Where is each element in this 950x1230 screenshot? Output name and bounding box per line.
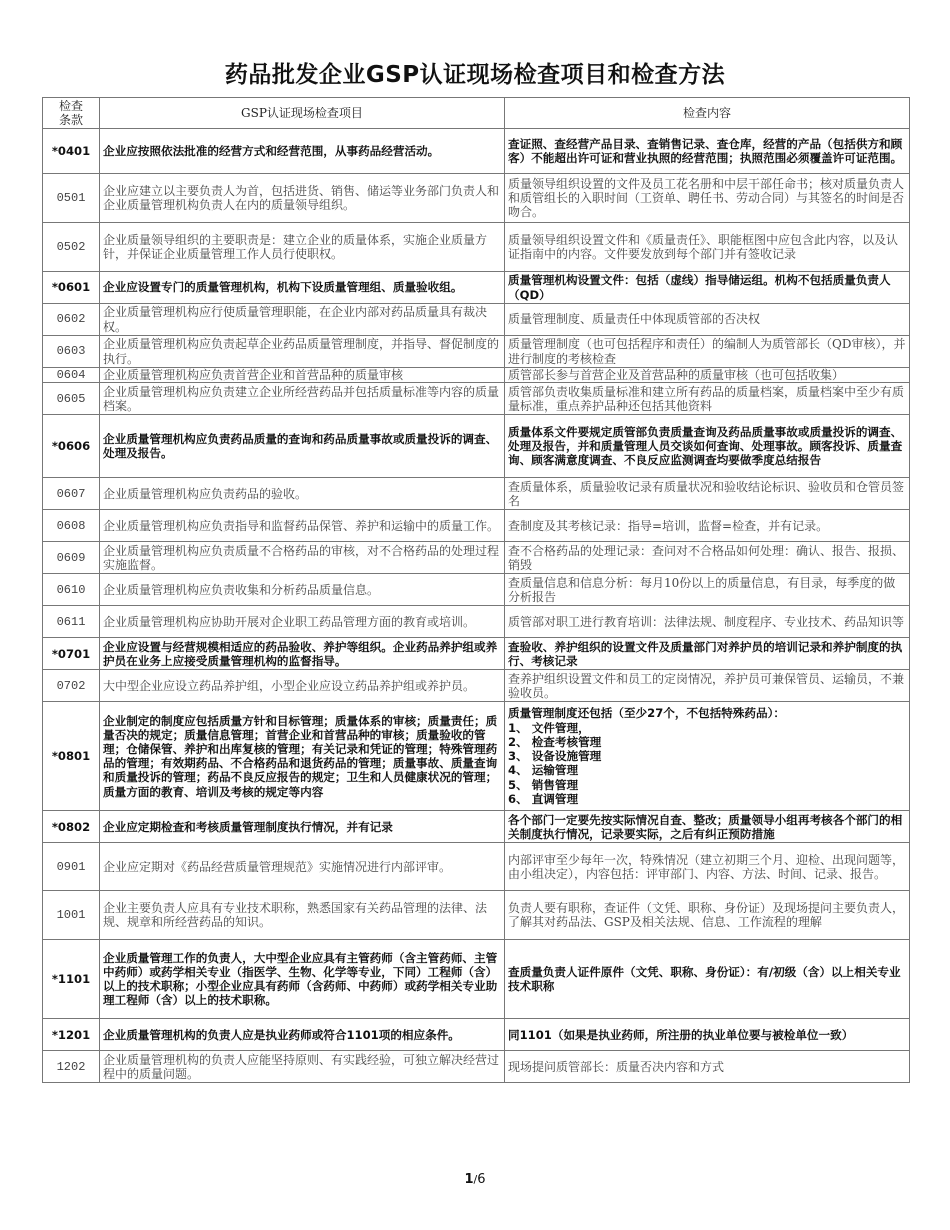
table-row <box>43 891 910 940</box>
row-item: 企业质量管理工作的负责人，大中型企业应具有主管药师（含主管药师、主管中药师）或药学相关专业（指医学、生物、化学等专业，下同）工程师（含）以上的技术职称；小型企业应具有药师（含药师、中药师）或药学相关专业助理工程师（含）以上的技术职称。 <box>100 940 505 1019</box>
row-item: 企业质量管理机构应负责首营企业和首营品种的质量审核 <box>100 368 505 383</box>
row-method: 查不合格药品的处理记录：查问对不合格品如何处理：确认、报告、报损、销毁 <box>505 542 910 574</box>
row-code: *1101 <box>43 940 100 1019</box>
row-method: 质量管理制度还包括（至少27个，不包括特殊药品）： 1、 文件管理， 2、 检查考核管理 3、 设备设施管理 4、 运输管理 5、 销售管理 6、 直调管理 <box>505 702 910 811</box>
row-code: 0501 <box>43 174 100 223</box>
table-row <box>43 638 910 670</box>
row-item: 企业应设置与经营规模相适应的药品验收、养护等组织。企业药品养护组或养护员在业务上应接受质量管理机构的监督指导。 <box>100 638 505 670</box>
page-title: 药品批发企业GSP认证现场检查项目和检查方法 <box>224 62 726 88</box>
row-code: 0605 <box>43 383 100 415</box>
row-item: 企业质量管理机构的负责人应是执业药师或符合1101项的相应条件。 <box>100 1019 505 1051</box>
row-item: 企业质量管理机构应负责建立企业所经营药品并包括质量标准等内容的质量档案。 <box>100 383 505 415</box>
row-method: 查质量信息和信息分析：每月10份以上的质量信息，有目录，每季度的做分析报告 <box>505 574 910 606</box>
row-item: 企业应建立以主要负责人为首，包括进货、销售、储运等业务部门负责人和企业质量管理机构负责人在内的质量领导组织。 <box>100 174 505 223</box>
table-header-row <box>43 98 910 129</box>
row-item: 企业质量管理机构应负责指导和监督药品保管、养护和运输中的质量工作。 <box>100 510 505 542</box>
table-row <box>43 940 910 1019</box>
table-row <box>43 368 910 383</box>
table-row <box>43 574 910 606</box>
row-item: 企业应定期检查和考核质量管理制度执行情况，并有记录 <box>100 811 505 843</box>
table-row <box>43 811 910 843</box>
row-method: 查质量体系，质量验收记录有质量状况和验收结论标识、验收员和仓管员签名 <box>505 478 910 510</box>
row-code: 0901 <box>43 843 100 891</box>
row-method: 质量管理机构设置文件：包括（虚线）指导储运组。机构不包括质量负责人（QD） <box>505 272 910 304</box>
row-item: 企业质量管理机构应负责起草企业药品质量管理制度，并指导、督促制度的执行。 <box>100 336 505 368</box>
row-method: 负责人要有职称，查证件（文凭、职称、身份证）及现场提问主要负责人，了解其对药品法、GSP及相关法规、信息、工作流程的理解 <box>505 891 910 940</box>
row-method: 质量领导组织设置文件和《质量责任》、职能框图中应包含此内容，以及认证指南中的内容。文件要发放到每个部门并有签收记录 <box>505 223 910 272</box>
row-item: 企业应定期对《药品经营质量管理规范》实施情况进行内部评审。 <box>100 843 505 891</box>
row-code: 0611 <box>43 606 100 638</box>
table-row <box>43 415 910 478</box>
row-code: 0610 <box>43 574 100 606</box>
row-item: 企业质量管理机构应负责质量不合格药品的审核，对不合格药品的处理过程实施监督。 <box>100 542 505 574</box>
row-method: 质量管理制度、质量责任中体现质管部的否决权 <box>505 304 910 336</box>
row-code: *0606 <box>43 415 100 478</box>
row-item: 企业应按照依法批准的经营方式和经营范围，从事药品经营活动。 <box>100 129 505 174</box>
header-code: 检查 条款 <box>43 98 100 129</box>
row-item: 企业质量管理机构应负责药品的验收。 <box>100 478 505 510</box>
row-code: 0602 <box>43 304 100 336</box>
row-method: 质量管理制度（也可包括程序和责任）的编制人为质管部长（QD审核），并进行制度的考核检查 <box>505 336 910 368</box>
row-method: 查养护组织设置文件和员工的定岗情况，养护员可兼保管员、运输员，不兼验收员。 <box>505 670 910 702</box>
row-item: 企业质量管理机构应负责药品质量的查询和药品质量事故或质量投诉的调查、处理及报告。 <box>100 415 505 478</box>
row-code: *1201 <box>43 1019 100 1051</box>
row-method: 质量领导组织设置的文件及员工花名册和中层干部任命书；核对质量负责人和质管组长的入职时间（工资单、聘任书、劳动合同）与其签名的时间是否吻合。 <box>505 174 910 223</box>
row-item: 企业质量管理机构应负责收集和分析药品质量信息。 <box>100 574 505 606</box>
row-method: 查证照、查经营产品目录、查销售记录、查仓库，经营的产品（包括供方和顾客）不能超出许可证和营业执照的经营范围；执照范围必须覆盖许可证范围。 <box>505 129 910 174</box>
table-row <box>43 383 910 415</box>
table-row <box>43 542 910 574</box>
table-row <box>43 336 910 368</box>
row-code: *0601 <box>43 272 100 304</box>
row-method: 查验收、养护组织的设置文件及质量部门对养护员的培训记录和养护制度的执行、考核记录 <box>505 638 910 670</box>
row-code: 0607 <box>43 478 100 510</box>
table-row <box>43 1019 910 1051</box>
row-code: 0702 <box>43 670 100 702</box>
table-row <box>43 223 910 272</box>
table-row <box>43 174 910 223</box>
row-code: 0609 <box>43 542 100 574</box>
row-method: 内部评审至少每年一次，特殊情况（建立初期三个月、迎检、出现问题等，由小组决定），内容包括：评审部门、内容、方法、时间、记录、报告。 <box>505 843 910 891</box>
row-method: 各个部门一定要先按实际情况自查、整改；质量领导小组再考核各个部门的相关制度执行情况，记录要实际，之后有纠正预防措施 <box>505 811 910 843</box>
row-method: 查质量负责人证件原件（文凭、职称、身份证）：有/初级（含）以上相关专业技术职称 <box>505 940 910 1019</box>
table-row <box>43 606 910 638</box>
row-code: *0701 <box>43 638 100 670</box>
row-item: 企业质量领导组织的主要职责是：建立企业的质量体系，实施企业质量方针，并保证企业质量管理工作人员行使职权。 <box>100 223 505 272</box>
row-code: *0802 <box>43 811 100 843</box>
row-item: 大中型企业应设立药品养护组，小型企业应设立药品养护组或养护员。 <box>100 670 505 702</box>
row-item: 企业制定的制度应包括质量方针和目标管理；质量体系的审核；质量责任；质量否决的规定；质量信息管理；首营企业和首营品种的审核；质量验收的管理；仓储保管、养护和出库复核的管理；有关记录和凭证的管理；特殊管理药品的管理；有效期药品、不合格药品和退货药品的管理；质量事故、质量查询和质量投诉的管理；药品不良反应报告的规定；卫生和人员健康状况的管理；质量方面的教育、培训及考核的规定等内容 <box>100 702 505 811</box>
table-row <box>43 670 910 702</box>
table-row <box>43 304 910 336</box>
table-row <box>43 510 910 542</box>
row-item: 企业质量管理机构应行使质量管理职能，在企业内部对药品质量具有裁决权。 <box>100 304 505 336</box>
row-method: 质管部对职工进行教育培训：法律法规、制度程序、专业技术、药品知识等 <box>505 606 910 638</box>
row-method: 质管部负责收集质量标准和建立所有药品的质量档案，质量档案中至少有质量标准，重点养护品种还包括其他资料 <box>505 383 910 415</box>
table-row <box>43 843 910 891</box>
page-current: 1 <box>464 1172 474 1187</box>
row-item: 企业应设置专门的质量管理机构，机构下设质量管理组、质量验收组。 <box>100 272 505 304</box>
row-method: 同1101（如果是执业药师，所注册的执业单位要与被检单位一致） <box>505 1019 910 1051</box>
row-code: *0401 <box>43 129 100 174</box>
header-item: GSP认证现场检查项目 <box>100 98 505 129</box>
row-method: 现场提问质管部长：质量否决内容和方式 <box>505 1051 910 1083</box>
row-method: 质量体系文件要规定质管部负责质量查询及药品质量事故或质量投诉的调查、处理及报告，并和质量管理人员交谈如何查询、处理事故。顾客投诉、质量查询、顾客满意度调查、不良反应监测调查均要做季度总结报告 <box>505 415 910 478</box>
page-total: 6 <box>477 1172 486 1187</box>
row-method: 质管部长参与首营企业及首营品种的质量审核（也可包括收集） <box>505 368 910 383</box>
page-number <box>0 1172 950 1187</box>
row-method: 查制度及其考核记录：指导=培训，监督=检查，并有记录。 <box>505 510 910 542</box>
row-code: 0604 <box>43 368 100 383</box>
row-code: 0502 <box>43 223 100 272</box>
table-row <box>43 272 910 304</box>
table-row <box>43 129 910 174</box>
row-code: 0608 <box>43 510 100 542</box>
row-code: 1001 <box>43 891 100 940</box>
table-row <box>43 1051 910 1083</box>
row-item: 企业主要负责人应具有专业技术职称，熟悉国家有关药品管理的法律、法规、规章和所经营药品的知识。 <box>100 891 505 940</box>
row-code: 1202 <box>43 1051 100 1083</box>
row-code: *0801 <box>43 702 100 811</box>
row-item: 企业质量管理机构的负责人应能坚持原则、有实践经验，可独立解决经营过程中的质量问题。 <box>100 1051 505 1083</box>
row-item: 企业质量管理机构应协助开展对企业职工药品管理方面的教育或培训。 <box>100 606 505 638</box>
page-separator: / <box>473 1173 478 1186</box>
table-row <box>43 478 910 510</box>
inspection-table <box>42 97 910 1083</box>
header-method: 检查内容 <box>505 98 910 129</box>
row-code: 0603 <box>43 336 100 368</box>
table-row <box>43 702 910 811</box>
